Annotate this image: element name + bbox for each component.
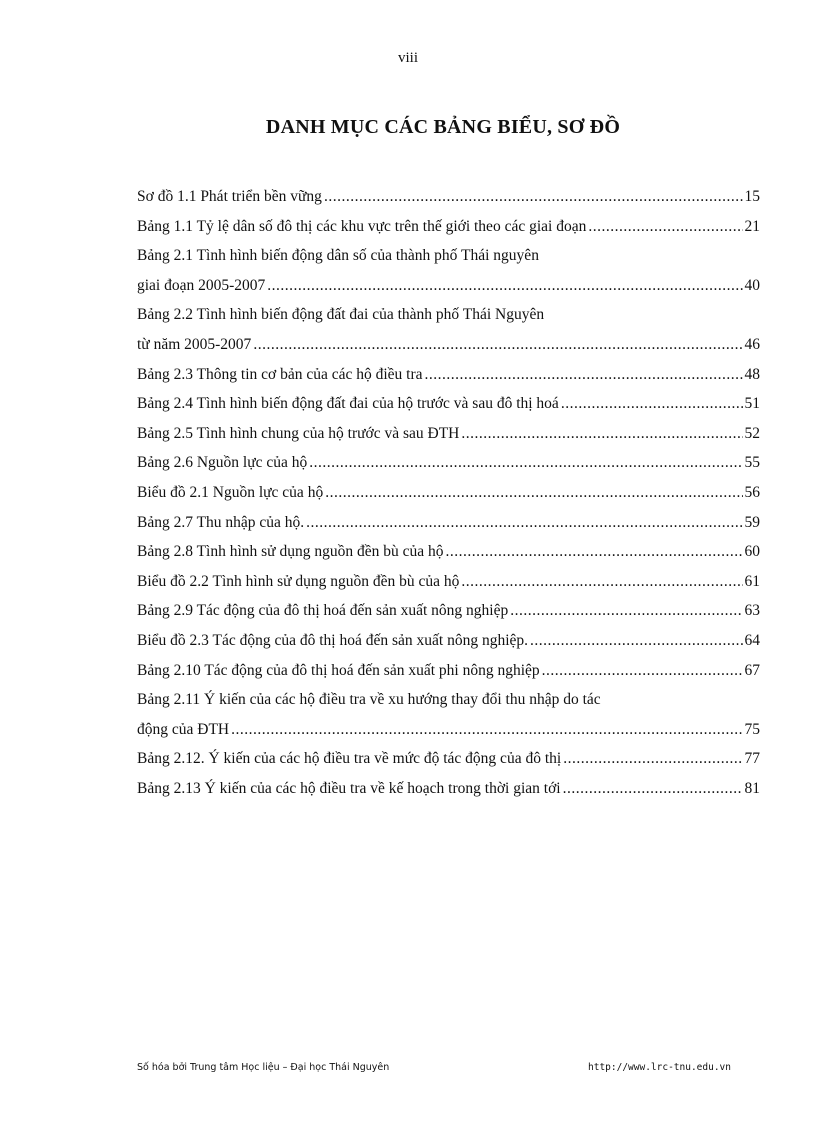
page-footer [137,1062,731,1073]
toc-entry-line [137,182,760,212]
toc-entry-line [137,685,760,715]
dot-leader [563,744,742,774]
dot-leader [461,419,742,449]
toc-entry-page-number: 15 [744,188,760,205]
toc-entry[interactable] [137,685,760,744]
toc-entry[interactable] [137,774,760,804]
toc-entry[interactable] [137,241,760,300]
toc-entry[interactable] [137,508,760,538]
toc-entry-title: Bảng 2.8 Tình hình sử dụng nguồn đền bù của hộ [137,543,444,561]
toc-entry[interactable] [137,656,760,686]
toc-entry-line [137,537,760,567]
toc-entry-line [137,212,760,242]
toc-entry-page-number: 21 [744,217,760,235]
toc-entry-line [137,656,760,686]
toc-entry-page-number: 40 [744,276,760,294]
toc-entry[interactable] [137,596,760,626]
table-of-contents [137,182,760,803]
toc-entry-page-number: 46 [744,335,760,353]
toc-entry-page-number: 56 [744,483,760,501]
toc-entry-line [137,241,760,271]
dot-leader [561,389,743,419]
toc-entry-line [137,744,760,774]
toc-entry-page-number: 63 [744,602,760,620]
toc-entry-page-number: 51 [744,395,760,413]
toc-entry-line [137,478,760,508]
toc-entry[interactable] [137,389,760,419]
toc-entry-title: Bảng 2.4 Tình hình biến động đất đai của hộ trước và sau đô thị hoá [137,395,559,413]
toc-entry-title: Bảng 2.1 Tình hình biến động dân số của thành phố Thái nguyên [137,247,539,265]
toc-entry[interactable] [137,300,760,359]
toc-entry-line [137,360,760,390]
toc-entry-line [137,300,760,330]
toc-entry[interactable] [137,478,760,508]
toc-entry-title: từ năm 2005-2007 [137,335,252,353]
toc-entry-title: Bảng 2.11 Ý kiến của các hộ điều tra về xu hướng thay đổi thu nhập do tác [137,691,601,709]
toc-entry[interactable] [137,448,760,478]
toc-entry-title: Bảng 2.12. Ý kiến của các hộ điều tra về mức độ tác động của đô thị [137,750,562,768]
toc-entry-title: Bảng 2.6 Nguồn lực của hộ [137,454,308,472]
toc-entry-page-number: 64 [744,631,760,649]
dot-leader [306,508,742,538]
toc-entry-line [137,271,760,301]
dot-leader [309,448,742,478]
toc-entry-title: Bảng 2.13 Ý kiến của các hộ điều tra về kế hoạch trong thời gian tới [137,779,561,797]
toc-entry-page-number: 61 [744,572,760,590]
toc-entry-title: Bảng 2.7 Thu nhập của hộ. [137,513,305,531]
dot-leader [324,182,743,212]
toc-entry[interactable] [137,567,760,597]
toc-entry-title: Biểu đồ 2.2 Tình hình sử dụng nguồn đền bù của hộ [137,572,460,590]
page-title: DANH MỤC CÁC BẢNG BIỂU, SƠ ĐỒ [265,116,621,138]
dot-leader [542,656,743,686]
toc-entry-title: Biểu đồ 2.3 Tác động của đô thị hoá đến sản xuất nông nghiệp. [137,631,529,649]
dot-leader [231,715,742,745]
toc-entry-title: Bảng 2.9 Tác động của đô thị hoá đến sản xuất nông nghiệp [137,602,509,620]
dot-leader [325,478,742,508]
toc-entry[interactable] [137,360,760,390]
toc-entry-line [137,715,760,745]
toc-entry-line [137,774,760,804]
toc-entry-page-number: 59 [744,513,760,531]
toc-entry[interactable] [137,182,760,212]
toc-entry-line [137,389,760,419]
toc-entry-title: Sơ đồ 1.1 Phát triển bền vững [137,188,322,205]
dot-leader [588,212,742,242]
toc-entry-title: động của ĐTH [137,720,230,738]
toc-entry-page-number: 52 [744,424,760,442]
dot-leader [267,271,742,301]
toc-entry-title: Bảng 2.2 Tình hình biến động đất đai của thành phố Thái Nguyên [137,306,545,324]
toc-entry-page-number: 67 [744,661,760,679]
dot-leader [425,360,743,390]
toc-entry-line [137,567,760,597]
dot-leader [530,626,742,656]
toc-entry-title: Bảng 2.10 Tác động của đô thị hoá đến sản xuất phi nông nghiệp [137,661,540,679]
dot-leader [461,567,742,597]
page-number: viii [397,50,418,66]
toc-entry-title: Biểu đồ 2.1 Nguồn lực của hộ [137,483,324,501]
dot-leader [445,537,742,567]
toc-entry[interactable] [137,419,760,449]
toc-entry-page-number: 60 [744,543,760,561]
toc-entry-page-number: 81 [744,779,760,797]
dot-leader [510,596,742,626]
toc-entry-line [137,626,760,656]
toc-entry[interactable] [137,626,760,656]
toc-entry-title: Bảng 2.3 Thông tin cơ bản của các hộ điều tra [137,365,423,383]
toc-entry[interactable] [137,537,760,567]
toc-entry-page-number: 48 [744,365,760,383]
toc-entry-title: giai đoạn 2005-2007 [137,276,266,294]
footer-url[interactable]: http://www.lrc-tnu.edu.vn [588,1062,731,1073]
toc-entry[interactable] [137,744,760,774]
toc-entry-line [137,419,760,449]
dot-leader [563,774,743,804]
toc-entry-title: Bảng 2.5 Tình hình chung của hộ trước và sau ĐTH [137,424,460,442]
toc-entry-title: Bảng 1.1 Tỷ lệ dân số đô thị các khu vực trên thế giới theo các giai đoạn [137,217,587,235]
dot-leader [253,330,742,360]
footer-credit: Số hóa bởi Trung tâm Học liệu – Đại học Thái Nguyên [137,1062,390,1073]
toc-entry-line [137,596,760,626]
toc-entry-line [137,508,760,538]
toc-entry-page-number: 77 [744,750,760,768]
toc-entry-page-number: 75 [744,720,760,738]
toc-entry[interactable] [137,212,760,242]
toc-entry-line [137,448,760,478]
toc-entry-page-number: 55 [744,454,760,472]
toc-entry-line [137,330,760,360]
